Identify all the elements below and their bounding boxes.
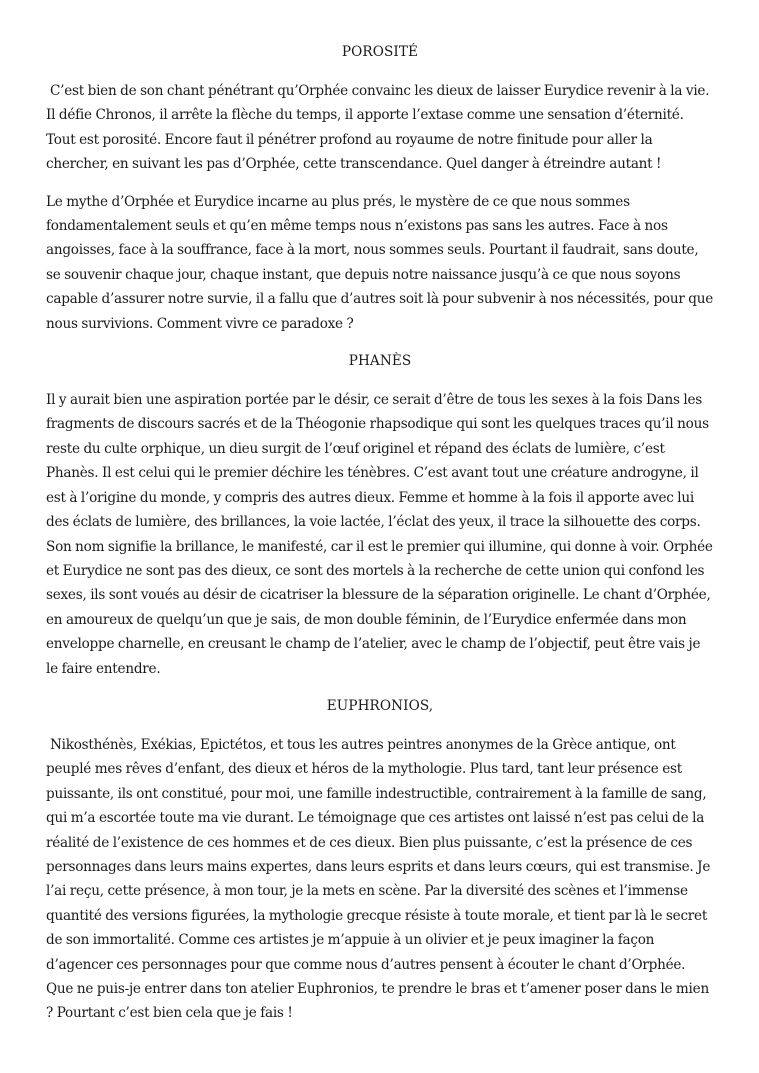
section-porosite [46, 40, 714, 336]
paragraph: Le mythe d’Orphée et Eurydice incarne au plus prés, le mystère de ce que nous sommes fondamentalement seuls et qu’en même temps nous n’existons pas sans les autres. Face à nos angoisses, face à la souffrance, face à la mort, nous sommes seuls. Pourtant il faudrait, sans doute, se souvenir chaque jour, chaque instant, que depuis notre naissance jusqu’à ce que nous soyons capable d’assurer notre survie, il a fallu que d’autres soit là pour subvenir à nos nécessités, pour que nous survivions. Comment vivre ce paradoxe ? [46, 193, 714, 332]
document-page [46, 40, 714, 1039]
section-euphronios [46, 694, 714, 1026]
paragraph: C’est bien de son chant pénétrant qu’Orphée convainc les dieux de laisser Eurydice revenir à la vie. Il défie Chronos, il arrête la flèche du temps, il apporte l’extase comme une sensation d’éternité. Tout est porosité. Encore faut il pénétrer profond au royaume de notre finitude pour aller la chercher, en suivant les pas d’Orphée, cette transcendance. Quel danger à étreindre autant ! [46, 83, 710, 173]
section-phanes [46, 349, 714, 681]
section-title: PHANÈS [348, 353, 412, 370]
paragraph: Il y aurait bien une aspiration portée par le désir, ce serait d’être de tous les sexes à la fois Dans les fragments de discours sacrés et de la Théogonie rhapsodique qui sont les quelques traces qu’il nous reste du culte orphique, un dieu surgit de l’œuf originel et répand des éclats de lumière, c’est Phanès. Il est celui qui le premier déchire les ténèbres. C’est avant tout une créature androgyne, il est à l’origine du monde, y compris des autres dieux. Femme et homme à la fois il apporte avec lui des éclats de lumière, des brillances, la voie lactée, l’éclat des yeux, il trace la silhouette des corps. Son nom signifie la brillance, le manifesté, car il est le premier qui illumine, qui donne à voir. Orphée et Eurydice ne sont pas des dieux, ce sont des mortels à la recherche de cette union qui confond les sexes, ils sont voués au désir de cicatriser la blessure de la séparation originelle. Le chant d’Orphée, en amoureux de quelqu’un que je sais, de mon double féminin, de l’Eurydice enfermée dans mon enveloppe charnelle, en creusant le champ de l’atelier, avec le champ de l’objectif, peut être vais je le faire entendre. [46, 392, 713, 677]
paragraph: Nikosthénès, Exékias, Epictétos, et tous les autres peintres anonymes de la Grèce antique, ont peuplé mes rêves d’enfant, des dieux et héros de la mythologie. Plus tard, tant leur présence est puissante, ils ont constitué, pour moi, une famille indestructible, contrairement à la famille de sang, qui m’a escortée toute ma vie durant. Le témoignage que ces artistes ont laissé n’est pas celui de la réalité de l’existence de ces hommes et de ces dieux. Bien plus puissante, c’est la présence de ces personnages dans leurs mains expertes, dans leurs esprits et dans leurs cœurs, qui est transmise. Je l’ai reçu, cette présence, à mon tour, je la mets en scène. Par la diversité des scènes et l’immense quantité des versions figurées, la mythologie grecque résiste à toute morale, et tient par là le secret de son immortalité. Comme ces artistes je m’appuie à un olivier et je peux imaginer la façon d’agencer ces personnages pour que comme nous d’autres pensent à écouter le chant d’Orphée. Que ne puis-je entrer dans ton atelier Euphronios, te prendre le bras et t’amener poser dans le mien ? Pourtant c’est bien cela que je fais ! [46, 736, 711, 1022]
section-title: EUPHRONIOS, [326, 697, 434, 714]
section-title: POROSITÉ [341, 44, 419, 60]
